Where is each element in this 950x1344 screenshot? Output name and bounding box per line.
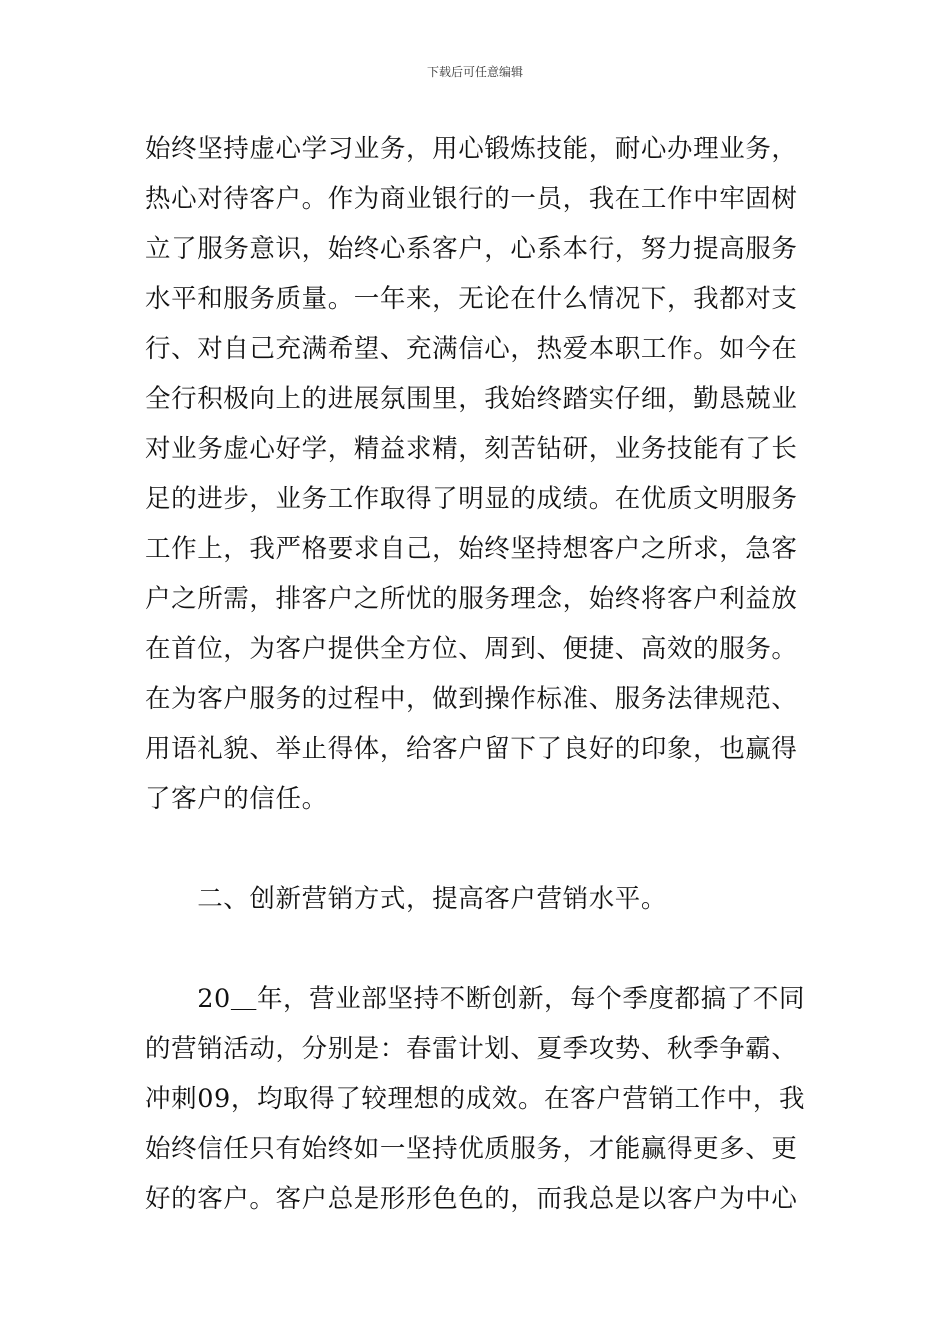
paragraph-spacer — [145, 924, 810, 974]
page-header: 下载后可任意编辑 — [426, 65, 523, 79]
paragraph-spacer — [145, 824, 810, 874]
paragraph-service-quality — [145, 124, 810, 824]
text-line: 热心对待客户。作为商业银行的一员，我在工作中牢固树 — [145, 184, 798, 214]
text-line: 水平和服务质量。一年来，无论在什么情况下，我都对支 — [145, 284, 798, 314]
text-line: 好的客户。客户总是形形色色的，而我总是以客户为中心 — [145, 1184, 798, 1214]
text-line: 始终信任只有始终如一坚持优质服务，才能赢得更多、更 — [145, 1134, 798, 1164]
paragraph-marketing — [145, 974, 810, 1224]
text-line: 冲刺09，均取得了较理想的成效。在客户营销工作中，我 — [145, 1084, 806, 1114]
text-line: 在为客户服务的过程中，做到操作标准、服务法律规范、 — [145, 684, 798, 714]
text-line: 全行积极向上的进展氛围里，我始终踏实仔细，勤恳兢业 — [145, 384, 798, 414]
text-line: 工作上，我严格要求自己，始终坚持想客户之所求，急客 — [145, 534, 798, 564]
text-line: 始终坚持虚心学习业务，用心锻炼技能，耐心办理业务， — [145, 134, 798, 164]
text-line: 的营销活动，分别是：春雷计划、夏季攻势、秋季争霸、 — [145, 1034, 798, 1064]
text-line: 在首位，为客户提供全方位、周到、便捷、高效的服务。 — [145, 634, 798, 664]
section-heading: 二、创新营销方式，提高客户营销水平。 — [145, 884, 668, 914]
text-line: 用语礼貌、举止得体，给客户留下了良好的印象，也赢得 — [145, 734, 798, 764]
text-line: 20＿年，营业部坚持不断创新，每个季度都搞了不同 — [145, 984, 806, 1014]
text-line: 行、对自己充满希望、充满信心，热爱本职工作。如今在 — [145, 334, 798, 364]
text-line: 了客户的信任。 — [145, 784, 328, 814]
text-line: 立了服务意识，始终心系客户，心系本行，努力提高服务 — [145, 234, 798, 264]
text-line: 足的进步，业务工作取得了明显的成绩。在优质文明服务 — [145, 484, 798, 514]
text-line: 对业务虚心好学，精益求精，刻苦钻研，业务技能有了长 — [145, 434, 798, 464]
document-body — [145, 124, 810, 1224]
text-line: 户之所需，排客户之所忧的服务理念，始终将客户利益放 — [145, 584, 798, 614]
